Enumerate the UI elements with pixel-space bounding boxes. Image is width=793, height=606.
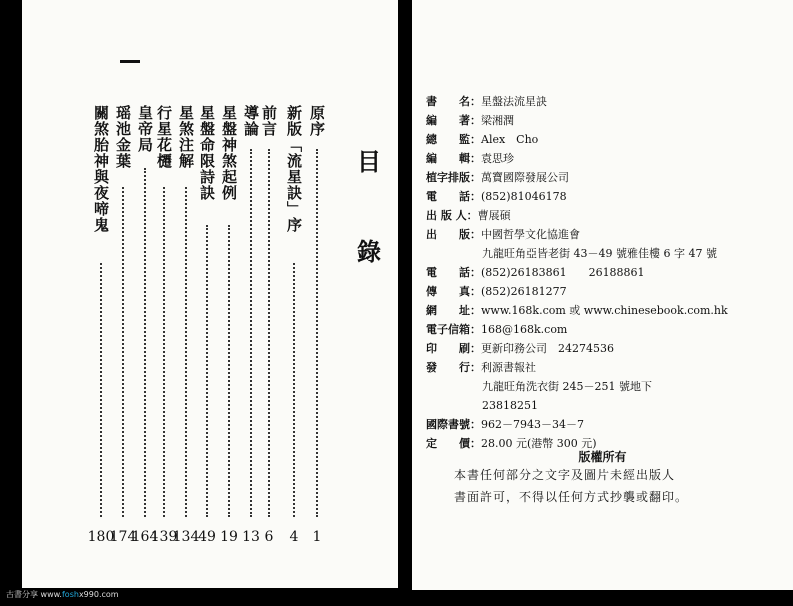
toc-entry-title: 星盤神煞起例 — [220, 105, 238, 201]
toc-entry — [131, 105, 159, 547]
rights-line-1: 本書任何部分之文字及圖片未經出版人 — [454, 468, 676, 482]
toc-heading-top: 目 — [357, 147, 381, 176]
toc-entry-page: 4 — [289, 529, 299, 545]
imprint-row — [426, 208, 511, 224]
toc-leader-dots — [250, 149, 252, 517]
toc-leader-dots — [293, 263, 295, 517]
toc-entry-page: 6 — [264, 529, 274, 545]
imprint-value: (852)26181277 — [481, 285, 567, 298]
imprint-row — [426, 322, 567, 338]
toc-entry-page: 180 — [87, 529, 115, 545]
imprint-label: 網 址： — [426, 304, 481, 317]
toc-page — [22, 0, 398, 588]
imprint-value: 利源書報社 — [481, 361, 536, 374]
toc-leader-dots — [163, 187, 165, 517]
toc-entry — [172, 105, 200, 547]
toc-leader-dots — [185, 187, 187, 517]
imprint-page — [412, 0, 793, 590]
toc-entry — [285, 105, 303, 547]
imprint-value[interactable]: 168@168k.com — [481, 323, 568, 336]
imprint-value: 曹展碩 — [477, 209, 511, 222]
toc-leader-dots — [122, 187, 124, 517]
imprint-row — [426, 303, 728, 319]
toc-entry — [198, 105, 216, 547]
imprint-value: 962－7943－34－7 — [481, 418, 584, 431]
imprint-label: 植字排版： — [426, 171, 481, 184]
toc-entry-title: 原序 — [308, 105, 326, 137]
toc-entry-page: 13 — [242, 529, 260, 545]
toc-entry-title: 星煞注解 — [177, 105, 195, 169]
imprint-row — [426, 227, 580, 243]
imprint-label: 編 輯： — [426, 152, 481, 165]
imprint-label: 國際書號： — [426, 418, 481, 431]
imprint-label: 電 話： — [426, 266, 481, 279]
toc-entry — [109, 105, 137, 547]
toc-leader-dots — [144, 168, 146, 517]
toc-entry-title: 導論 — [242, 105, 260, 137]
imprint-continuation: 九龍旺角洗衣街 245－251 號地下 — [482, 380, 652, 393]
imprint-label: 傳 真： — [426, 285, 481, 298]
imprint-row — [426, 151, 514, 167]
toc-entry-page: 134 — [172, 529, 200, 545]
watermark-prefix: 古書分享 www. — [6, 590, 62, 599]
toc-entry-page: 139 — [150, 529, 178, 545]
imprint-value: 梁湘潤 — [481, 114, 514, 127]
toc-entry — [308, 105, 326, 547]
toc-entry — [150, 105, 178, 547]
imprint-value: 袁思珍 — [481, 152, 514, 165]
toc-entry-title: 瑶池金葉 — [114, 105, 132, 169]
imprint-row — [426, 170, 569, 186]
toc-entry — [220, 105, 238, 547]
toc-entry-page: 19 — [220, 529, 238, 545]
imprint-value: 星盤法流星訣 — [481, 95, 547, 108]
imprint-value: Alex Cho — [481, 133, 539, 146]
toc-entry-title: 前言 — [260, 105, 278, 137]
toc-entry-title: 新版「流星訣」序 — [285, 105, 303, 233]
imprint-label: 電子信箱： — [426, 323, 481, 336]
toc-entry-page: 1 — [312, 529, 322, 545]
watermark-suffix: x990.com — [78, 590, 119, 599]
site-watermark — [6, 589, 119, 600]
toc-entry-page: 174 — [109, 529, 137, 545]
imprint-row — [426, 341, 614, 357]
watermark-highlight: fosh — [61, 590, 79, 599]
toc-leader-dots — [316, 149, 318, 517]
imprint-row — [426, 94, 547, 110]
imprint-label: 定 價： — [426, 437, 481, 450]
toc-entry-title: 行星花櫏 — [155, 105, 173, 169]
imprint-row — [426, 265, 645, 281]
imprint-row — [426, 113, 514, 129]
imprint-row — [426, 360, 536, 376]
rights-line-2: 書面許可，不得以任何方式抄襲或翻印。 — [454, 490, 689, 504]
toc-heading-bottom: 錄 — [357, 237, 381, 266]
imprint-continuation: 23818251 — [482, 399, 538, 412]
imprint-label: 發 行： — [426, 361, 481, 374]
imprint-value: 萬寶國際發展公司 — [481, 171, 569, 184]
imprint-value: 更新印務公司 24274536 — [481, 342, 614, 355]
imprint-label: 電 話： — [426, 190, 481, 203]
toc-leader-dots — [100, 263, 102, 517]
page-dash-mark — [120, 60, 140, 63]
imprint-row — [426, 189, 567, 205]
imprint-value: (852)81046178 — [481, 190, 567, 203]
imprint-label: 編 著： — [426, 114, 481, 127]
toc-entry-title: 關煞胎神與夜啼鬼 — [92, 105, 110, 233]
toc-entry-title: 皇帝局 — [136, 105, 154, 153]
imprint-continuation: 九龍旺角亞皆老街 43－49 號雅佳樓 6 字 47 號 — [482, 247, 717, 260]
toc-entry — [87, 105, 115, 547]
imprint-label: 印 刷： — [426, 342, 481, 355]
imprint-value: 28.00 元(港幣 300 元) — [481, 437, 597, 450]
toc-entry-title: 星盤命限詩訣 — [198, 105, 216, 201]
imprint-value: 中國哲學文化協進會 — [481, 228, 580, 241]
toc-entry-page: 164 — [131, 529, 159, 545]
toc-leader-dots — [268, 149, 270, 517]
imprint-row — [426, 284, 567, 300]
toc-leader-dots — [228, 225, 230, 517]
imprint-label: 總 監： — [426, 133, 481, 146]
toc-entry — [242, 105, 260, 547]
imprint-value[interactable]: www.168k.com 或 www.chinesebook.com.hk — [481, 304, 728, 317]
toc-entry-page: 49 — [198, 529, 216, 545]
imprint-label: 出 版 人： — [426, 209, 478, 222]
imprint-row — [426, 132, 538, 148]
imprint-label: 書 名： — [426, 95, 481, 108]
imprint-row — [426, 417, 584, 433]
toc-leader-dots — [206, 225, 208, 517]
toc-entry — [260, 105, 278, 547]
imprint-label: 出 版： — [426, 228, 481, 241]
imprint-value: (852)26183861 26188861 — [481, 266, 645, 279]
rights-title: 版權所有 — [578, 450, 627, 464]
